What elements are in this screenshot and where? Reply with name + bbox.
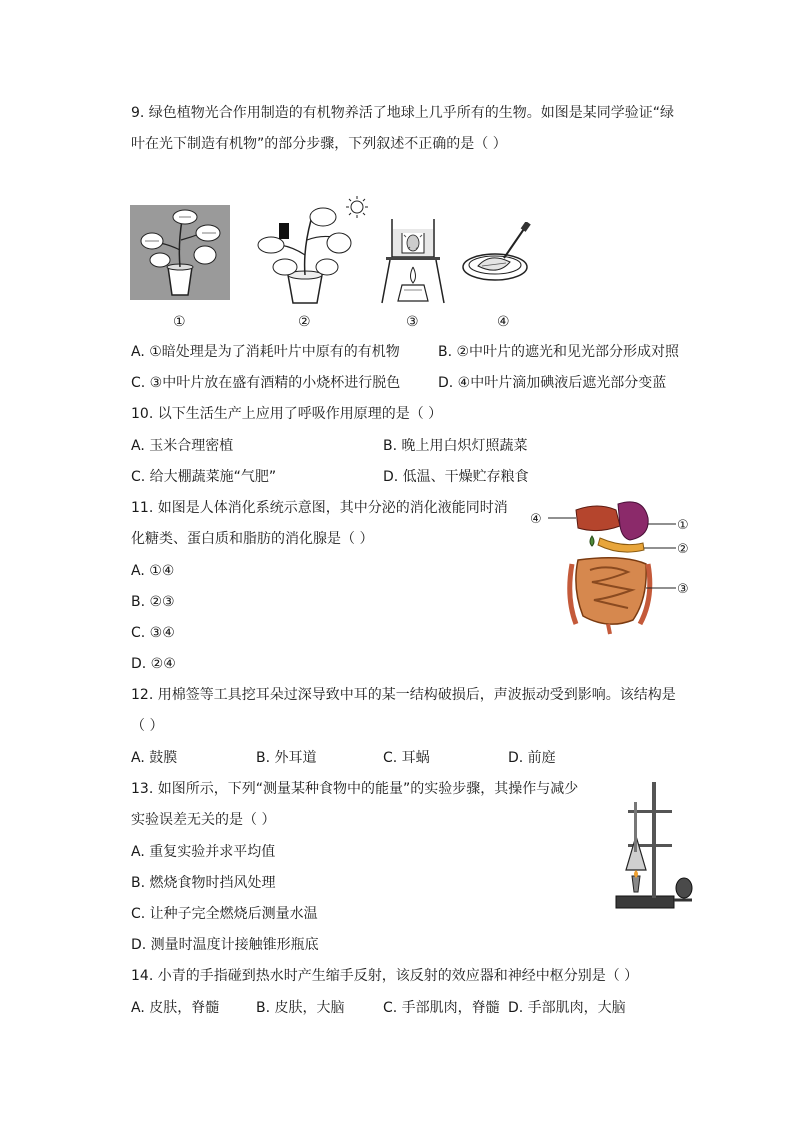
q12-option-c: C. 耳蜗: [383, 750, 430, 766]
digestive-system-figure: [548, 498, 698, 638]
q9-figure-label-2: ②: [298, 314, 311, 330]
q10-option-d: D. 低温、干燥贮存粮食: [383, 469, 529, 485]
q11-option-a: A. ①④: [131, 563, 175, 579]
q14-option-b: B. 皮肤，大脑: [256, 1000, 345, 1016]
q14-option-d: D. 手部肌肉，大脑: [508, 1000, 626, 1016]
q9-option-c: C. ③中叶片放在盛有酒精的小烧杯进行脱色: [131, 375, 401, 391]
digestive-label-liver: ④: [530, 512, 542, 527]
q9-option-b: B. ②中叶片的遮光和见光部分形成对照: [438, 344, 680, 360]
q9-figure-iodine-test: [460, 222, 535, 287]
q11-option-c: C. ③④: [131, 625, 175, 641]
q14-option-c: C. 手部肌肉，脊髓: [383, 1000, 500, 1016]
q9-figure-label-1: ①: [173, 314, 186, 330]
q9-figure-dark-treatment: [130, 205, 230, 300]
q10-option-a: A. 玉米合理密植: [131, 438, 234, 454]
digestive-label-intestine: ③: [677, 582, 689, 597]
q11-stem-line1: 11. 如图是人体消化系统示意图，其中分泌的消化液能同时消: [131, 500, 508, 516]
q13-option-a: A. 重复实验并求平均值: [131, 844, 276, 860]
q13-option-d: D. 测量时温度计接触锥形瓶底: [131, 937, 319, 953]
q9-option-d: D. ④中叶片滴加碘液后遮光部分变蓝: [438, 375, 667, 391]
q12-option-a: A. 鼓膜: [131, 750, 178, 766]
q9-figure-label-3: ③: [406, 314, 419, 330]
q12-stem-line2: （ ）: [131, 718, 164, 734]
q12-option-b: B. 外耳道: [256, 750, 317, 766]
q11-option-d: D. ②④: [131, 656, 176, 672]
q13-stem-line1: 13. 如图所示，下列“测量某种食物中的能量”的实验步骤，其操作与减少: [131, 781, 579, 797]
q11-stem-line2: 化糖类、蛋白质和脂肪的消化腺是（ ）: [131, 531, 374, 547]
q13-option-b: B. 燃烧食物时挡风处理: [131, 875, 276, 891]
q13-stem-line2: 实验误差无关的是（ ）: [131, 812, 276, 828]
energy-measurement-apparatus-figure: [612, 780, 694, 916]
q13-option-c: C. 让种子完全燃烧后测量水温: [131, 906, 318, 922]
q9-stem-line2: 叶在光下制造有机物”的部分步骤，下列叙述不正确的是（ ）: [131, 136, 507, 152]
q9-figure-alcohol-decolor: [380, 215, 445, 307]
q9-figure-light-exposure: [255, 195, 375, 305]
digestive-label-stomach: ①: [677, 518, 689, 533]
q12-option-d: D. 前庭: [508, 750, 556, 766]
q10-option-b: B. 晚上用白炽灯照蔬菜: [383, 438, 528, 454]
q14-stem: 14. 小青的手指碰到热水时产生缩手反射，该反射的效应器和神经中枢分别是（ ）: [131, 968, 639, 984]
q14-option-a: A. 皮肤，脊髓: [131, 1000, 220, 1016]
q12-stem-line1: 12. 用棉签等工具挖耳朵过深导致中耳的某一结构破损后，声波振动受到影响。该结构是: [131, 687, 676, 703]
q9-figure-label-4: ④: [497, 314, 510, 330]
q9-option-a: A. ①暗处理是为了消耗叶片中原有的有机物: [131, 344, 400, 360]
q11-option-b: B. ②③: [131, 594, 175, 610]
q10-stem: 10. 以下生活生产上应用了呼吸作用原理的是（ ）: [131, 406, 443, 422]
q10-option-c: C. 给大棚蔬菜施“气肥”: [131, 469, 277, 485]
digestive-label-pancreas: ②: [677, 542, 689, 557]
q9-stem-line1: 9. 绿色植物光合作用制造的有机物养活了地球上几乎所有的生物。如图是某同学验证“绿: [131, 105, 675, 121]
